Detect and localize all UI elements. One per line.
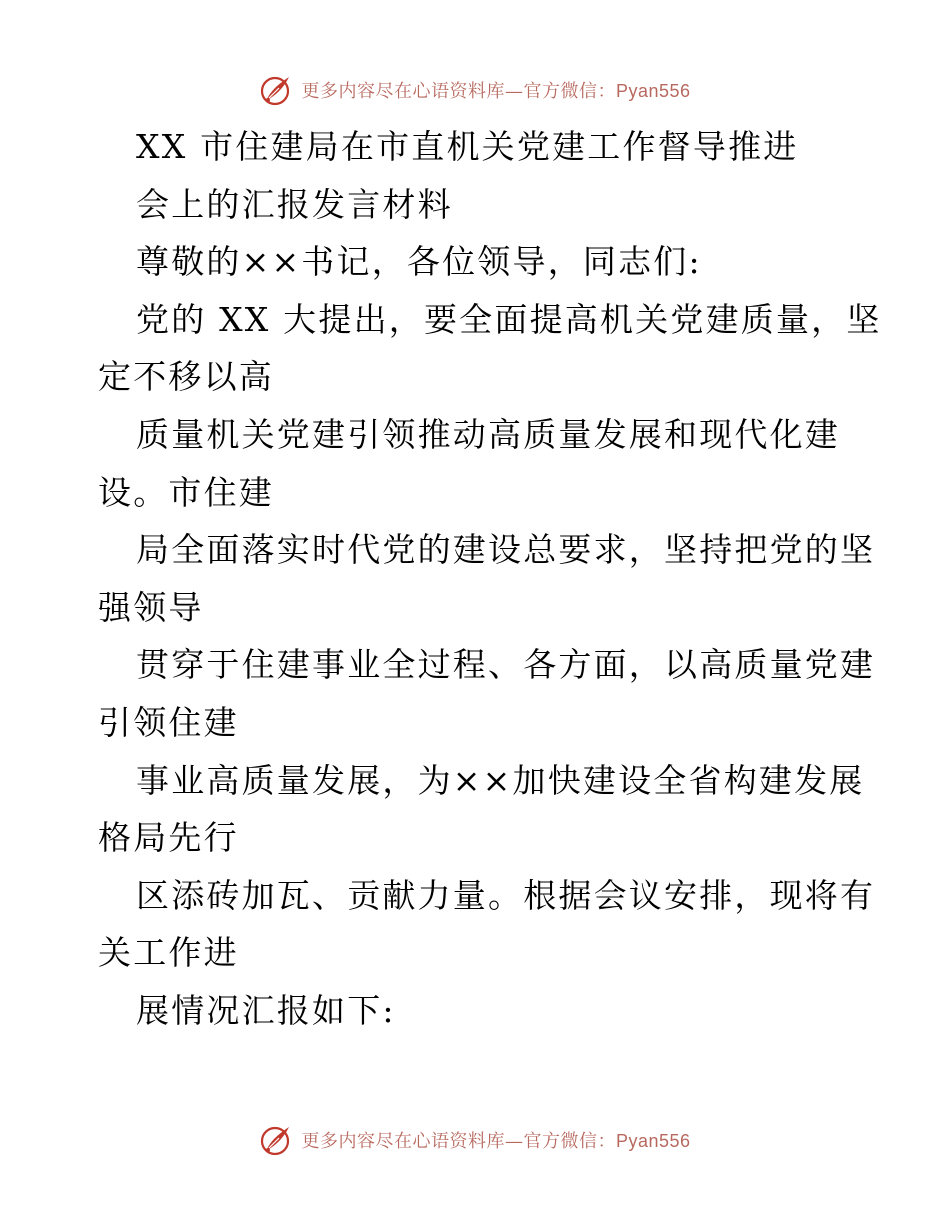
paragraph-line: 党的 XX 大提出，要全面提高机关党建质量，坚 — [136, 299, 882, 339]
paragraph-line: 设。市住建 — [98, 472, 274, 512]
header-banner-text — [301, 77, 690, 103]
paragraph-line: 强领导 — [98, 587, 204, 627]
title-line-2: 会上的汇报发言材料 — [136, 184, 453, 224]
header-banner — [0, 70, 950, 110]
salutation-line: 尊敬的××书记，各位领导，同志们: — [136, 242, 702, 282]
title-line-1: XX 市住建局在市直机关党建工作督导推进 — [136, 127, 799, 166]
paragraph-line: 关工作进 — [98, 933, 239, 973]
document-body — [98, 118, 882, 1040]
paragraph-line: 贯穿于住建事业全过程、各方面，以高质量党建 — [136, 645, 876, 685]
header-slogan: 更多内容尽在心语资料库—官方微信： — [301, 81, 616, 102]
quill-pen-logo-icon — [259, 73, 293, 107]
footer-banner-text — [301, 1127, 690, 1153]
paragraph-line: 定不移以高 — [98, 357, 274, 397]
paragraph-line: 质量机关党建引领推动高质量发展和现代化建 — [136, 414, 840, 454]
quill-pen-logo-icon — [259, 1123, 293, 1157]
paragraph-line: 局全面落实时代党的建设总要求，坚持把党的坚 — [136, 530, 876, 570]
paragraph-line: 格局先行 — [98, 818, 239, 858]
footer-slogan: 更多内容尽在心语资料库—官方微信： — [301, 1131, 616, 1152]
paragraph-line: 展情况汇报如下: — [136, 990, 396, 1030]
paragraph-line: 事业高质量发展，为××加快建设全省构建发展 — [136, 760, 865, 800]
paragraph-line: 引领住建 — [98, 702, 239, 742]
paragraph-line: 区添砖加瓦、贡献力量。根据会议安排，现将有 — [136, 875, 876, 915]
footer-banner — [0, 1120, 950, 1160]
header-wechat-id: Pyan556 — [615, 81, 691, 101]
footer-wechat-id: Pyan556 — [615, 1131, 691, 1151]
